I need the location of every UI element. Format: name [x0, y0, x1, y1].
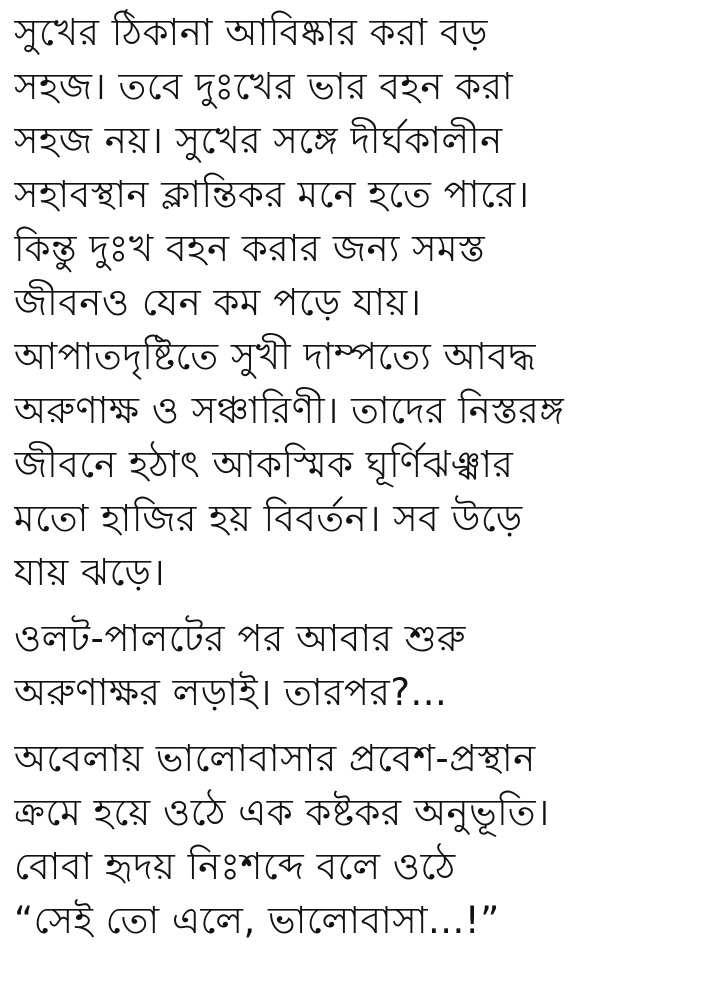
text-line: অরুণাক্ষ ও সঞ্চারিণী। তাদের নিস্তরঙ্গ	[14, 389, 565, 432]
paragraph-gap	[14, 600, 693, 612]
paragraph-2	[14, 612, 693, 720]
text-line: ওলট-পালটের পর আবার শুরু	[14, 617, 466, 660]
paragraph-3	[14, 732, 693, 948]
text-line: সহজ নয়। সুখের সঙ্গে দীর্ঘকালীন	[14, 119, 503, 162]
text-line: সহজ। তবে দুঃখের ভার বহন করা	[14, 65, 514, 108]
text-line: জীবনে হঠাৎ আকস্মিক ঘূর্ণিঝঞ্ঝার	[14, 443, 514, 486]
text-line: সুখের ঠিকানা আবিষ্কার করা বড়	[14, 11, 488, 54]
text-line: যায় ঝড়ে।	[14, 551, 166, 594]
text-line: আপাতদৃষ্টিতে সুখী দাম্পত্যে আবদ্ধ	[14, 335, 536, 378]
text-line: সহাবস্থান ক্লান্তিকর মনে হতে পারে।	[14, 173, 530, 216]
paragraph-1	[14, 6, 693, 600]
text-line: অবেলায় ভালোবাসার প্রবেশ-প্রস্থান	[14, 737, 536, 780]
text-line: অরুণাক্ষর লড়াই। তারপর?...	[14, 671, 448, 714]
text-line: “সেই তো এলে, ভালোবাসা...!”	[14, 899, 500, 942]
text-line: মতো হাজির হয় বিবর্তন। সব উড়ে	[14, 497, 523, 540]
text-line: ক্রমে হয়ে ওঠে এক কষ্টকর অনুভূতি।	[14, 791, 550, 834]
paragraph-gap	[14, 720, 693, 732]
text-line: জীবনও যেন কম পড়ে যায়।	[14, 281, 422, 324]
text-line: বোবা হৃদয় নিঃশব্দে বলে ওঠে	[14, 845, 456, 888]
text-line: কিন্তু দুঃখ বহন করার জন্য সমস্ত	[14, 227, 486, 270]
